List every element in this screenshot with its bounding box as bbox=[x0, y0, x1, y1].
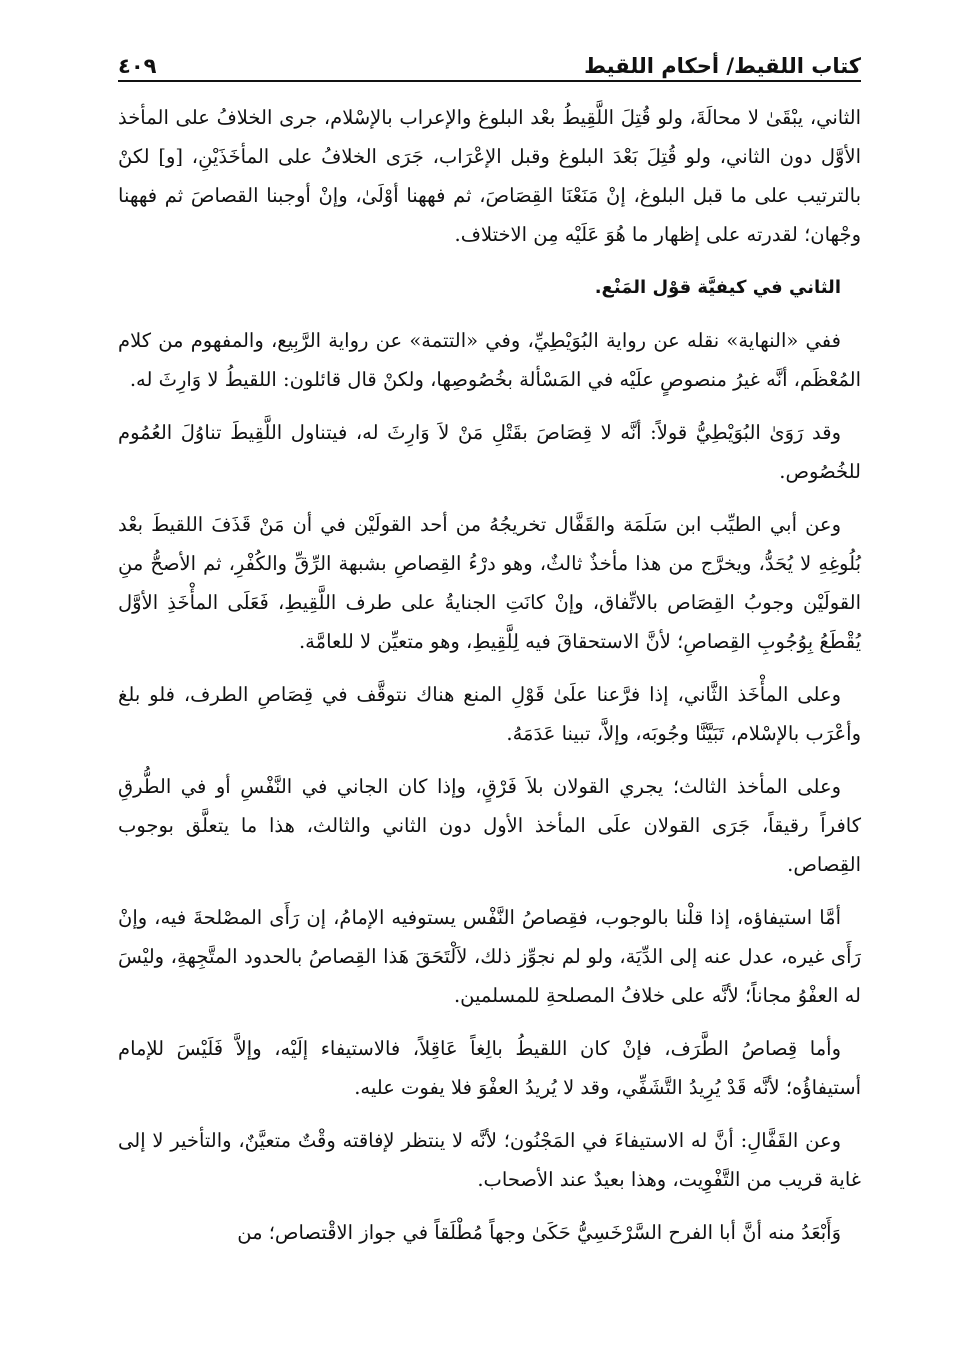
body-text bbox=[118, 98, 861, 1266]
section-heading: الثاني في كيفيَّة قوْل المَنْع. bbox=[594, 277, 841, 298]
paragraph: ففي «النهاية» نقله عن رواية البُوَيْطِيِّ، وفي «التتمة» عن رواية الرَّبِيع، والمفهوم من كلام المُعْظَم، أنَّه غيرُ منصوصٍ علَيْه في المَسْألة بخُصُوصِها، ولكنْ قال قائلون: اللقيطُ لا وَارِثَ له. bbox=[118, 329, 861, 391]
paragraph: وقد رَوَىٰ البُوَيْطِيُّ قولاً: أنَّه لا قِصَاصَ بقَتْلِ مَنْ لاَ وَارِثَ له، فيتناول اللَّقِيطَ تناوُلَ العُمُوم للخُصُوص. bbox=[118, 421, 861, 483]
paragraph: وعن القَفَّالِ: أنَّ له الاستيفاءَ في المَجْنُون؛ لأنَّه لا ينتظر لإفاقته وقْتٌ متعيَّنٌ، والتأخير لا إلى غاية قريب من التَّفْوِيت، وهذا بعيدٌ عند الأصحاب. bbox=[118, 1129, 861, 1191]
paragraph: وعن أبي الطيِّب ابن سَلَمَة والقَفَّال تخريجُهُ من أحد القولَيْن في أن مَنْ قَذَفَ اللقيطَ بعْد بُلُوغِهِ لا يُحَدُّ، ويخرَّج من هذا مأخذٌ ثالثٌ، وهو درْءُ القِصاصِ بشبهة الرِّقِّ والكُفْرِ، ثم الأصحُّ منِ القولَيْن وجوبُ القِصَاص بالاتِّفاق، وإنْ كانَتِ الجنايةُ على طرف اللَّقِيطِ، فَعَلَى المأْخَذِ الأوَّل يُقْطَعُ بِوُجُوبِ القِصاصِ؛ لأنَّ الاستحقاقَ فيه لِلَّقِيطِ، وهو متعيِّن لا للعامَّة. bbox=[118, 513, 861, 653]
paragraph: وأما قِصاصُ الطَّرَف، فإنْ كان اللقيطُ بالِغاً عَاقِلاً، فالاستيفاء إلَيْه، وإلاَّ فَلَيْسَ للإمام أستيفاؤُه؛ لأنَّه قَدْ يُرِيدُ التَّشَفِّي، وقد لا يُريدُ العفْوَ فلا يفوت عليه. bbox=[118, 1037, 861, 1099]
running-header bbox=[118, 38, 861, 78]
paragraph: وَأَبْعَدُ منه أنَّ أبا الفرح السَّرْخَسِيُّ حَكَىٰ وجهاً مُطْلَقاً في جواز الاقْتصاص؛ من bbox=[237, 1221, 841, 1244]
header-rule bbox=[118, 80, 861, 82]
paragraph: الثاني، يبْقَىٰ لا محالَةَ، ولو قُتِلَ اللَّقِيطُ بعْد البلوغ والإعراب بالإسْلام، جرى الخلافُ على المأخذ الأوَّل دون الثاني، ولو قُتِلَ بَعْدَ البلوغ وقبل الإعْرَاب، جَرَى الخلافُ على المأخَذَيْنِ، [و] لكنْ بالترتيب على ما قبل البلوغ، إنْ مَنَعْنَا القِصَاصَ، ثم فههنا أوْلَىٰ، وإنْ أوجبنا القصاصَ ثم فههنا وجْهان؛ لقدرته على إظهار ما هُوَ عَلَيْه مِن الاختلاف. bbox=[118, 106, 861, 246]
page-number: ٤٠٩ bbox=[118, 54, 157, 78]
header-title: كتاب اللقيط/ أحكام اللقيط bbox=[584, 54, 861, 78]
paragraph: وعلى المأخذ الثالث؛ يجري القولان بلاَ فَرْقٍ، وإذا كان الجاني في النَّفْسِ أو في الطُّرقِ كافراً رقيقاً، جَرَى القولان علَى المأخذ الأول دون الثاني والثالث، هذا ما يتعلَّق بوجوب القِصاص. bbox=[118, 775, 861, 876]
paragraph: أمَّا استيفاؤه، إذا قلْنا بالوجوب، فقِصاصُ النَّفْس يستوفيه الإمامُ، إن رَأَى المصْلحةَ فيه، وإنْ رَأَى غيره، عدل عنه إلى الدِّيَة، ولو لم نجوِّز ذلك، لاَلْتَحَقَ هَذا القِصاصُ بالحدود المتَّجِهةِ، وليْسَ له العفْوُ مجاناً؛ لأنَّه على خلافُ المصلحةِ للمسلمين. bbox=[118, 906, 861, 1007]
paragraph: وعلى المأْخَذ الثَّاني، إذا فرَّعنا علَىٰ قَوْلِ المنع هناك نتوقَّف في قِصَاصِ الطرف، فلو بلغ وأعْرَب بالإسْلام، تَبَيَّنَّا وجُوبَه، وإلاَّ، تبينا عَدَمَهُ. bbox=[118, 683, 861, 745]
